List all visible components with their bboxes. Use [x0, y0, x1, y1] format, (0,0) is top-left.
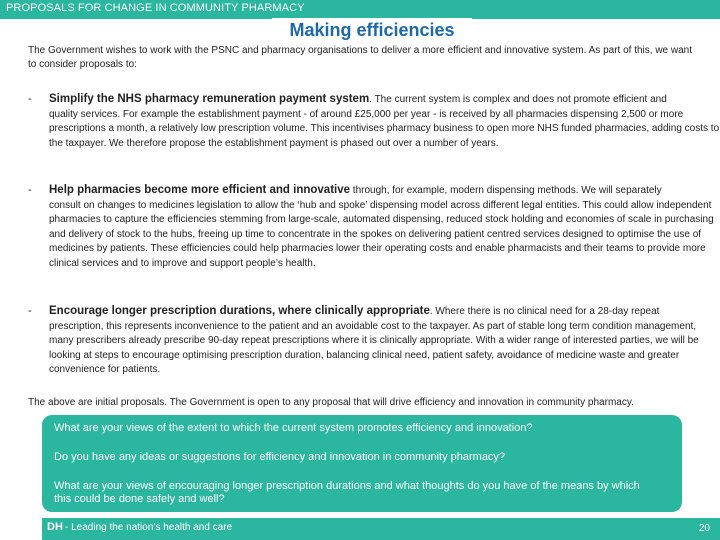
- bullet-first-rest: through, for example, modern dispensing methods. We will separately: [350, 185, 662, 196]
- footer-tagline: - Leading the nation’s health and care: [65, 522, 233, 533]
- bullet-dash: -: [28, 305, 32, 317]
- question-1: What are your views of the extent to which the current system promotes efficiency and innovation?: [54, 422, 533, 434]
- bullet-continuation: consult on changes to medicines legislation to allow the ‘hub and spoke’ dispensing model across different legal entities. This could allow independent pharmacies to capture the efficiencies stemming from large-scale, automated dispensing, reduced stock holding and economies of scale in purchasing and delivery of stock to the hubs, freeing up time to concentrate in the spokes on delivering patient centred services designed to optimise the use of medicines by patients. These efficiencies could help pharmacies lower their operating costs and enable pharmacists and their teams to provide more clinical services and to improve and support people’s health.: [49, 199, 714, 269]
- footer-bar: [42, 518, 720, 540]
- page-title: Making efficiencies: [289, 20, 455, 40]
- bullet-first-line: [49, 183, 720, 199]
- bullet-dash: -: [28, 93, 32, 105]
- bullet-lead: Help pharmacies become more efficient and innovative: [49, 184, 351, 196]
- bullet-first-line: [49, 304, 720, 320]
- bullet-lead: Simplify the NHS pharmacy remuneration payment system: [49, 93, 370, 105]
- bullet-dash: -: [28, 184, 32, 196]
- dh-logo-text: DH: [47, 521, 63, 533]
- question-3-line-2: this could be done safely and well?: [54, 493, 225, 505]
- section-header-label: PROPOSALS FOR CHANGE IN COMMUNITY PHARMACY: [6, 2, 305, 14]
- question-2: Do you have any ideas or suggestions for efficiency and innovation in community pharmacy?: [54, 451, 506, 463]
- bullet-body: [49, 92, 720, 151]
- bullet-first-rest: . Where there is no clinical need for a 28-day repeat: [429, 306, 660, 317]
- bullet-body: [49, 183, 720, 272]
- bullet-lead: Encourage longer prescription durations, where clinically appropriate: [49, 305, 430, 317]
- intro-paragraph: The Government wishes to work with the PSNC and pharmacy organisations to deliver a more efficient and innovative system. As part of this, we want to consider proposals to:: [28, 45, 693, 70]
- title-box: [272, 18, 472, 44]
- bullet-continuation: prescription, this represents inconvenience to the patient and an avoidable cost to the taxpayer. As part of stable long term condition management, many prescribers already prescribe 90-day repeat prescriptions where it is clinically appropriate. With a wider range of interested parties, we will be looking at steps to encourage optimising prescription duration, balancing clinical need, patient safety, avoidance of medicine waste and greater convenience for patients.: [49, 320, 699, 376]
- closing-paragraph: The above are initial proposals. The Government is open to any proposal that will drive efficiency and innovation in community pharmacy.: [28, 397, 634, 408]
- question-3-line-1: What are your views of encouraging longer prescription durations and what thoughts do you have of the means by which: [54, 480, 640, 492]
- bullet-first-line: [49, 92, 720, 108]
- top-header-bar: [0, 0, 720, 19]
- consultation-questions-box: [42, 415, 682, 512]
- bullet-continuation: quality services. For example the establishment payment - of around £25,000 per year - is received by all pharmacies dispensing 2,500 or more prescriptions a month, a relatively low prescription volume. This incentivises pharmacy business to open more NHS funded pharmacies, adding costs to the taxpayer. We therefore propose the establishment payment is phased out over a number of years.: [49, 108, 720, 149]
- page-number: 20: [698, 523, 710, 534]
- bullet-body: [49, 304, 720, 378]
- bullet-first-rest: . The current system is complex and does not promote efficient and: [369, 94, 667, 105]
